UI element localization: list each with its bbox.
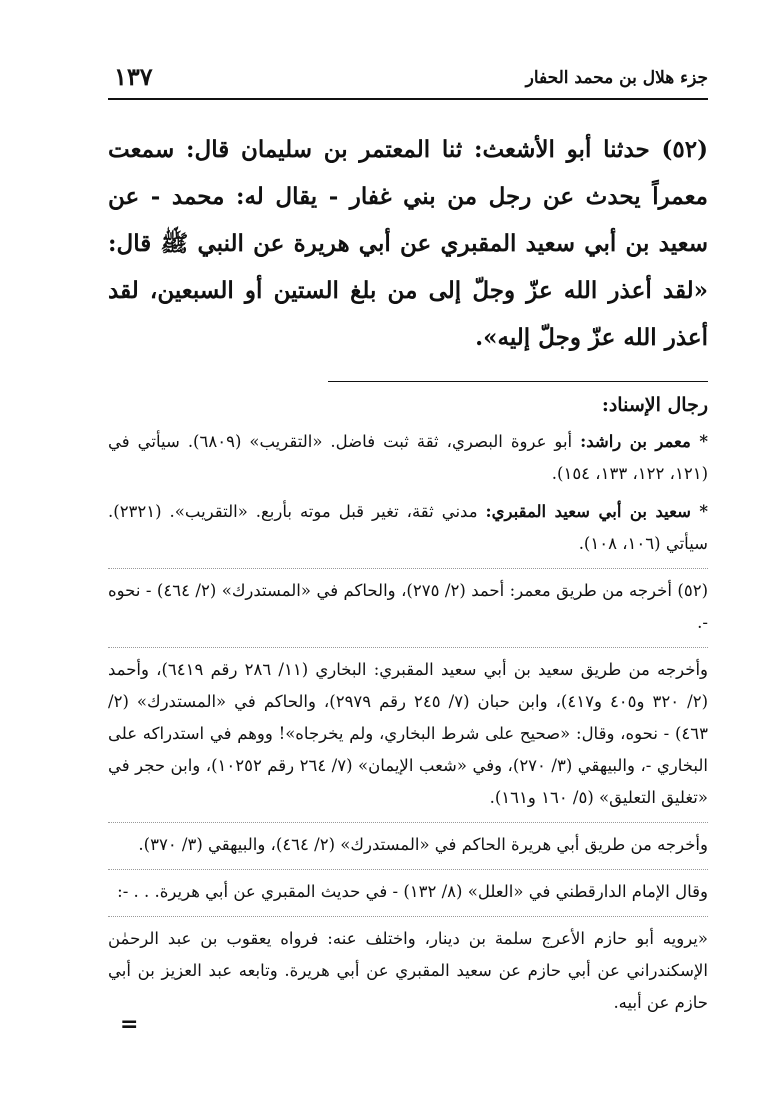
dotted-separator — [108, 647, 708, 648]
continuation-mark: = — [120, 1012, 139, 1037]
page — [108, 56, 708, 1019]
narrator-entry — [108, 426, 708, 490]
takhrij-paragraph: وأخرجه من طريق سعيد بن أبي سعيد المقبري: البخاري (١١/ ٢٨٦ رقم ٦٤١٩)، وأحمد (٢/ ٣٢٠ و٤٠٥ و٤١٧)، وابن حبان (٧/ ٢٤٥ رقم ٢٩٧٩)، والحاكم في «المستدرك» (٢/ ٤٦٣) - نحوه، وقال: «صحيح على شرط البخاري، ولم يخرجاه»! ووهم في استدراكه على البخاري -، والبيهقي (٣/ ٢٧٠)، وفي «شعب الإيمان» (٧/ ٢٦٤ رقم ١٠٢٥٢)، وابن حجر في «تغليق التعليق» (٥/ ١٦٠ و١٦١). — [108, 660, 708, 807]
narrator-name: * سعيد بن أبي سعيد المقبري: — [485, 502, 708, 521]
takhrij-paragraph: وأخرجه من طريق أبي هريرة الحاكم في «المستدرك» (٢/ ٤٦٤)، والبيهقي (٣/ ٣٧٠). — [138, 835, 708, 854]
dotted-separator — [108, 822, 708, 823]
dotted-separator — [108, 869, 708, 870]
narrator-name: * معمر بن راشد: — [580, 432, 708, 451]
narrator-description: أبو عروة البصري، ثقة ثبت فاضل. «التقريب» (٦٨٠٩). سيأتي في (١٢١، ١٢٢، ١٣٣، ١٥٤). — [108, 432, 708, 483]
narrator-description: مدني ثقة، تغير قبل موته بأربع. «التقريب». (٢٣٢١). سيأتي (١٠٦، ١٠٨). — [108, 502, 708, 553]
takhrij-paragraph: وقال الإمام الدارقطني في «العلل» (٨/ ١٣٢) - في حديث المقبري عن أبي هريرة. . . -: — [117, 882, 708, 901]
dotted-separator — [108, 916, 708, 917]
page-number: ١٣٧ — [114, 62, 153, 91]
dotted-separator — [108, 568, 708, 569]
narrator-entry — [108, 496, 708, 560]
takhrij-paragraph: «يرويه أبو حازم الأعرج سلمة بن دينار، واختلف عنه: فرواه يعقوب بن عبد الرحمٰن الإسكندراني عن أبي حازم عن سعيد المقبري عن أبي هريرة. وتابعه عبد العزيز بن أبي حازم عن أبيه. — [108, 929, 708, 1012]
section-divider — [328, 381, 708, 382]
page-header — [108, 56, 708, 94]
section-heading: رجال الإسناد: — [601, 394, 708, 416]
takhrij-paragraph: (٥٢) أخرجه من طريق معمر: أحمد (٢/ ٢٧٥)، والحاكم في «المستدرك» (٢/ ٤٦٤) - نحوه -. — [108, 581, 708, 632]
header-rule — [108, 98, 708, 100]
hadith-text: (٥٢) حدثنا أبو الأشعث: ثنا المعتمر بن سليمان قال: سمعت معمراً يحدث عن رجل من بني غفار - يقال له: محمد - عن سعيد بن أبي سعيد المقبري عن أبي هريرة عن النبي ﷺ قال: «لقد أعذر الله عزّ وجلّ إلى من بلغ الستين أو السبعين، لقد أعذر الله عزّ وجلّ إليه». — [108, 136, 708, 351]
running-title: جزء هلال بن محمد الحفار — [525, 68, 708, 88]
